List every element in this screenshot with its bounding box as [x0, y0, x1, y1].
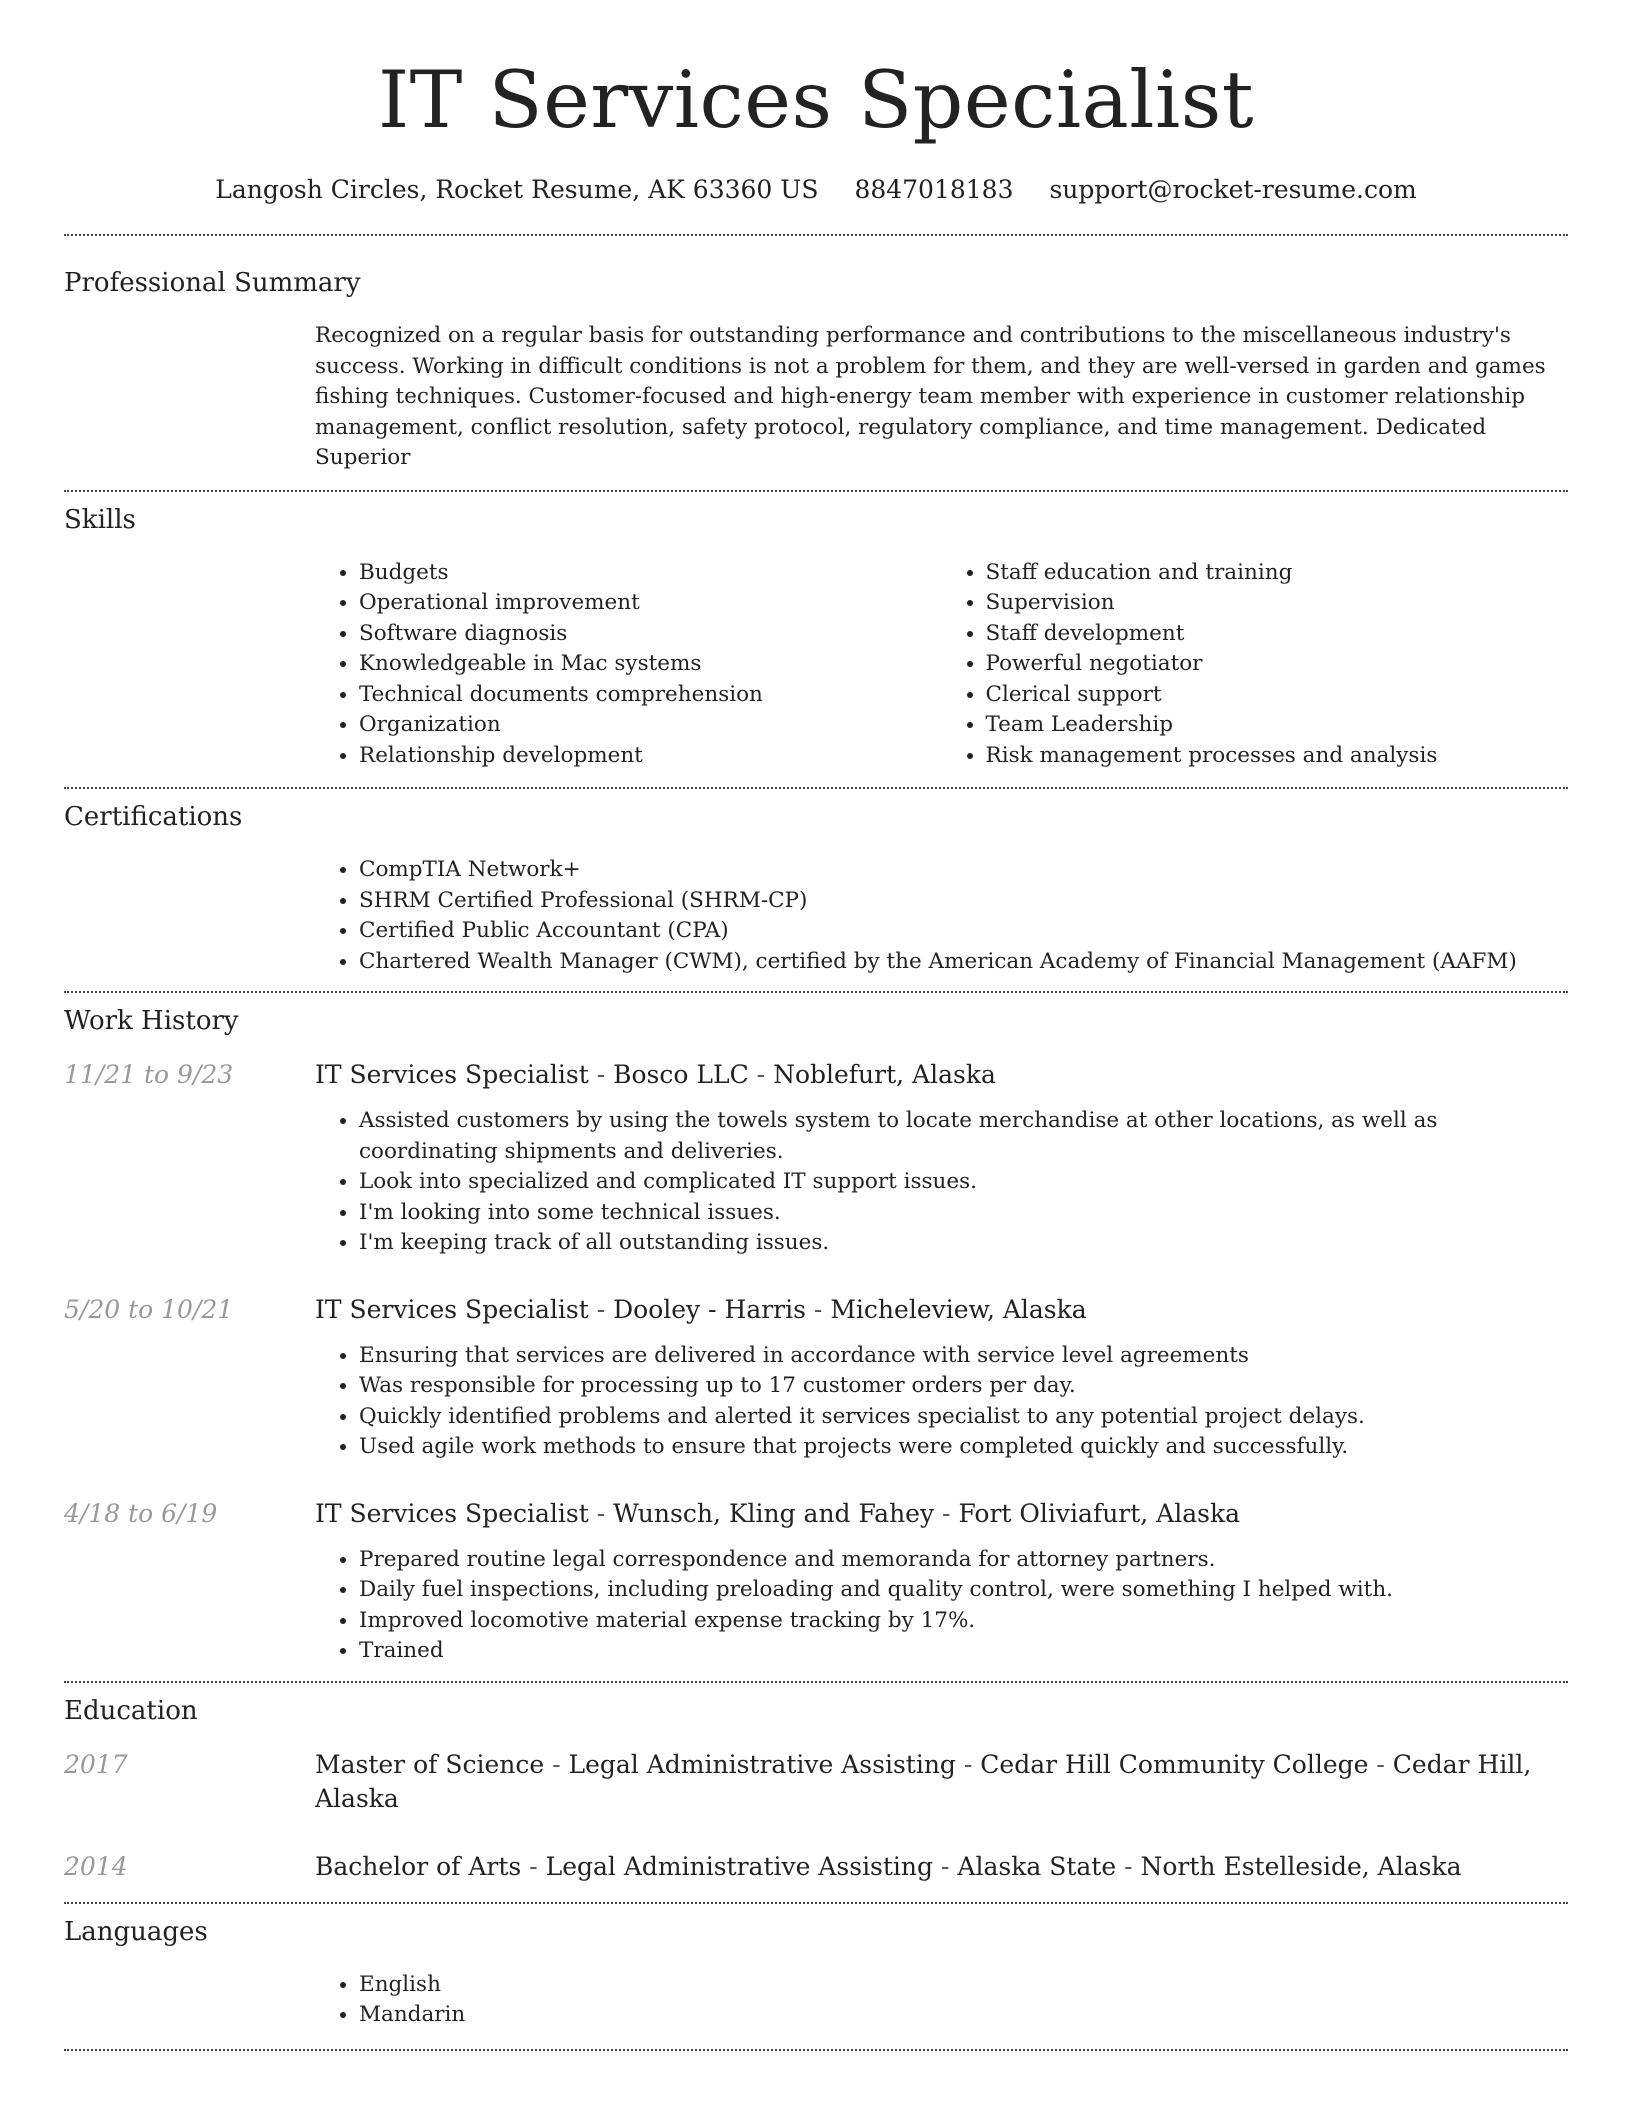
- education-degree: Bachelor of Arts: [315, 1851, 522, 1881]
- job-entry: [64, 1293, 1568, 1463]
- job-dates: 4/18 to 6/19: [64, 1498, 218, 1528]
- section-education: [64, 1683, 1568, 1902]
- list-item: • Knowledgeable in Mac systems: [359, 649, 942, 680]
- education-school: Cedar Hill Community College: [980, 1749, 1369, 1779]
- education-location: Cedar Hill, Alaska: [315, 1749, 1532, 1813]
- education-year: 2017: [64, 1749, 128, 1779]
- job-role: IT Services Specialist: [315, 1294, 589, 1324]
- job-company: Bosco LLC: [613, 1060, 749, 1089]
- job-dates: 11/21 to 9/23: [64, 1060, 234, 1089]
- education-location: North Estelleside, Alaska: [1140, 1851, 1462, 1881]
- list-item: • Staff education and training: [986, 558, 1569, 589]
- list-item: • Prepared routine legal correspondence and memoranda for attorney partners.: [359, 1545, 1568, 1576]
- education-year: 2014: [64, 1851, 128, 1881]
- job-entry: [64, 1058, 1568, 1259]
- list-item: • CompTIA Network+: [359, 855, 1568, 886]
- contact-phone: 8847018183: [854, 175, 1014, 204]
- resume-header: [64, 0, 1568, 206]
- list-item: • Improved locomotive material expense tracking by 17%.: [359, 1606, 1568, 1637]
- list-item: • Budgets: [359, 558, 942, 589]
- list-item: • Quickly identified problems and alerted it services specialist to any potential project delays.: [359, 1402, 1568, 1433]
- list-item: • Team Leadership: [986, 710, 1569, 741]
- job-header: [64, 1293, 1568, 1327]
- job-header: [64, 1058, 1568, 1092]
- job-location: Fort Oliviafurt, Alaska: [958, 1498, 1241, 1528]
- section-certifications: [64, 789, 1568, 991]
- skills-columns: [315, 558, 1568, 788]
- list-item: • Trained: [359, 1636, 1568, 1667]
- list-item: • I'm keeping track of all outstanding issues.: [359, 1228, 1568, 1259]
- certifications-content: [315, 855, 1568, 991]
- list-item: • Software diagnosis: [359, 619, 942, 650]
- job-dates: 5/20 to 10/21: [64, 1294, 234, 1324]
- section-work-history: [64, 993, 1568, 1681]
- section-skills: [64, 492, 1568, 788]
- contact-line: [64, 174, 1568, 206]
- list-item: • Used agile work methods to ensure that projects were completed quickly and successfully.: [359, 1432, 1568, 1463]
- education-field: Legal Administrative Assisting: [568, 1749, 956, 1779]
- list-item: • SHRM Certified Professional (SHRM-CP): [359, 886, 1568, 917]
- job-description: [315, 1341, 1568, 1463]
- job-header: [64, 1497, 1568, 1531]
- education-degree: Master of Science: [315, 1749, 545, 1779]
- languages-content: [315, 1970, 1568, 2049]
- job-bullets: [315, 1106, 1568, 1259]
- job-bullets: [315, 1341, 1568, 1463]
- list-item: • English: [359, 1970, 1568, 2001]
- contact-email: support@rocket-resume.com: [1049, 175, 1417, 204]
- job-role: IT Services Specialist: [315, 1060, 589, 1089]
- list-item: • Powerful negotiator: [986, 649, 1569, 680]
- separator: -: [552, 1749, 569, 1779]
- list-item: • Staff development: [986, 619, 1569, 650]
- education-field: Legal Administrative Assisting: [545, 1851, 934, 1881]
- certifications-list: [315, 855, 1568, 977]
- job-bullets: [315, 1545, 1568, 1667]
- separator: -: [529, 1851, 546, 1881]
- contact-address: Langosh Circles, Rocket Resume, AK 63360 US: [215, 175, 819, 204]
- education-title: [315, 1850, 1462, 1884]
- job-entry: [64, 1497, 1568, 1681]
- job-location: Noblefurt, Alaska: [773, 1060, 996, 1089]
- education-entry: [64, 1748, 1568, 1816]
- job-description: [315, 1545, 1568, 1667]
- languages-list: [315, 1970, 1568, 2031]
- summary-text: Recognized on a regular basis for outstanding performance and contributions to the miscellaneous industry's success. Working in difficult conditions is not a problem for them, and they are well-versed in garden and games fishing techniques. Customer-focused and high-energy team member with experience in customer relationship management, conflict resolution, safety protocol, regulatory compliance, and time management. Dedicated Superior: [315, 323, 1546, 470]
- separator: -: [596, 1498, 614, 1528]
- separator: -: [596, 1294, 614, 1324]
- list-item: • Daily fuel inspections, including preloading and quality control, were something I helped with.: [359, 1575, 1568, 1606]
- separator: -: [941, 1851, 958, 1881]
- separator: -: [963, 1749, 981, 1779]
- list-item: • Risk management processes and analysis: [986, 741, 1569, 772]
- job-company: Dooley - Harris: [613, 1294, 806, 1324]
- candidate-name: IT Services Specialist: [377, 54, 1255, 146]
- job-description: [315, 1106, 1568, 1259]
- job-role: IT Services Specialist: [315, 1498, 589, 1528]
- section-languages: [64, 1904, 1568, 2049]
- list-item: • Organization: [359, 710, 942, 741]
- separator: -: [1376, 1749, 1393, 1779]
- separator: -: [596, 1060, 614, 1089]
- section-title-certifications: Certifications: [64, 802, 243, 832]
- education-title: [315, 1748, 1568, 1816]
- section-title-skills: Skills: [64, 504, 136, 535]
- job-title: [315, 1058, 996, 1092]
- job-title: [315, 1497, 1240, 1531]
- list-item: • Certified Public Accountant (CPA): [359, 916, 1568, 947]
- list-item: • Supervision: [986, 588, 1569, 619]
- divider: [64, 2049, 1568, 2051]
- job-company: Wunsch, Kling and Fahey: [613, 1498, 935, 1528]
- section-title-summary: Professional Summary: [64, 268, 361, 298]
- separator: -: [756, 1060, 774, 1089]
- education-school: Alaska State: [957, 1851, 1117, 1881]
- job-location: Micheleview, Alaska: [830, 1294, 1087, 1324]
- separator: -: [1124, 1851, 1141, 1881]
- list-item: • Operational improvement: [359, 588, 942, 619]
- list-item: • Was responsible for processing up to 17 customer orders per day.: [359, 1371, 1568, 1402]
- section-title-work-history: Work History: [64, 1006, 239, 1036]
- list-item: • Mandarin: [359, 2000, 1568, 2031]
- list-item: • Ensuring that services are delivered in accordance with service level agreements: [359, 1341, 1568, 1372]
- list-item: • Clerical support: [986, 680, 1569, 711]
- list-item: • Relationship development: [359, 741, 942, 772]
- separator: -: [813, 1294, 831, 1324]
- list-item: • I'm looking into some technical issues.: [359, 1198, 1568, 1229]
- list-item: • Look into specialized and complicated IT support issues.: [359, 1167, 1568, 1198]
- separator: -: [942, 1498, 959, 1528]
- list-item: • Technical documents comprehension: [359, 680, 942, 711]
- section-summary: [64, 236, 1568, 490]
- list-item: • Assisted customers by using the towels system to locate merchandise at other locations, as well as coordinating shipments and deliveries.: [359, 1106, 1568, 1167]
- section-title-languages: Languages: [64, 1916, 208, 1947]
- skills-list-right: [942, 558, 1569, 772]
- section-title-education: Education: [64, 1695, 198, 1726]
- job-title: [315, 1293, 1087, 1327]
- skills-list-left: [315, 558, 942, 772]
- list-item: • Chartered Wealth Manager (CWM), certified by the American Academy of Financial Management (AAFM): [359, 947, 1568, 978]
- education-entry: [64, 1850, 1568, 1902]
